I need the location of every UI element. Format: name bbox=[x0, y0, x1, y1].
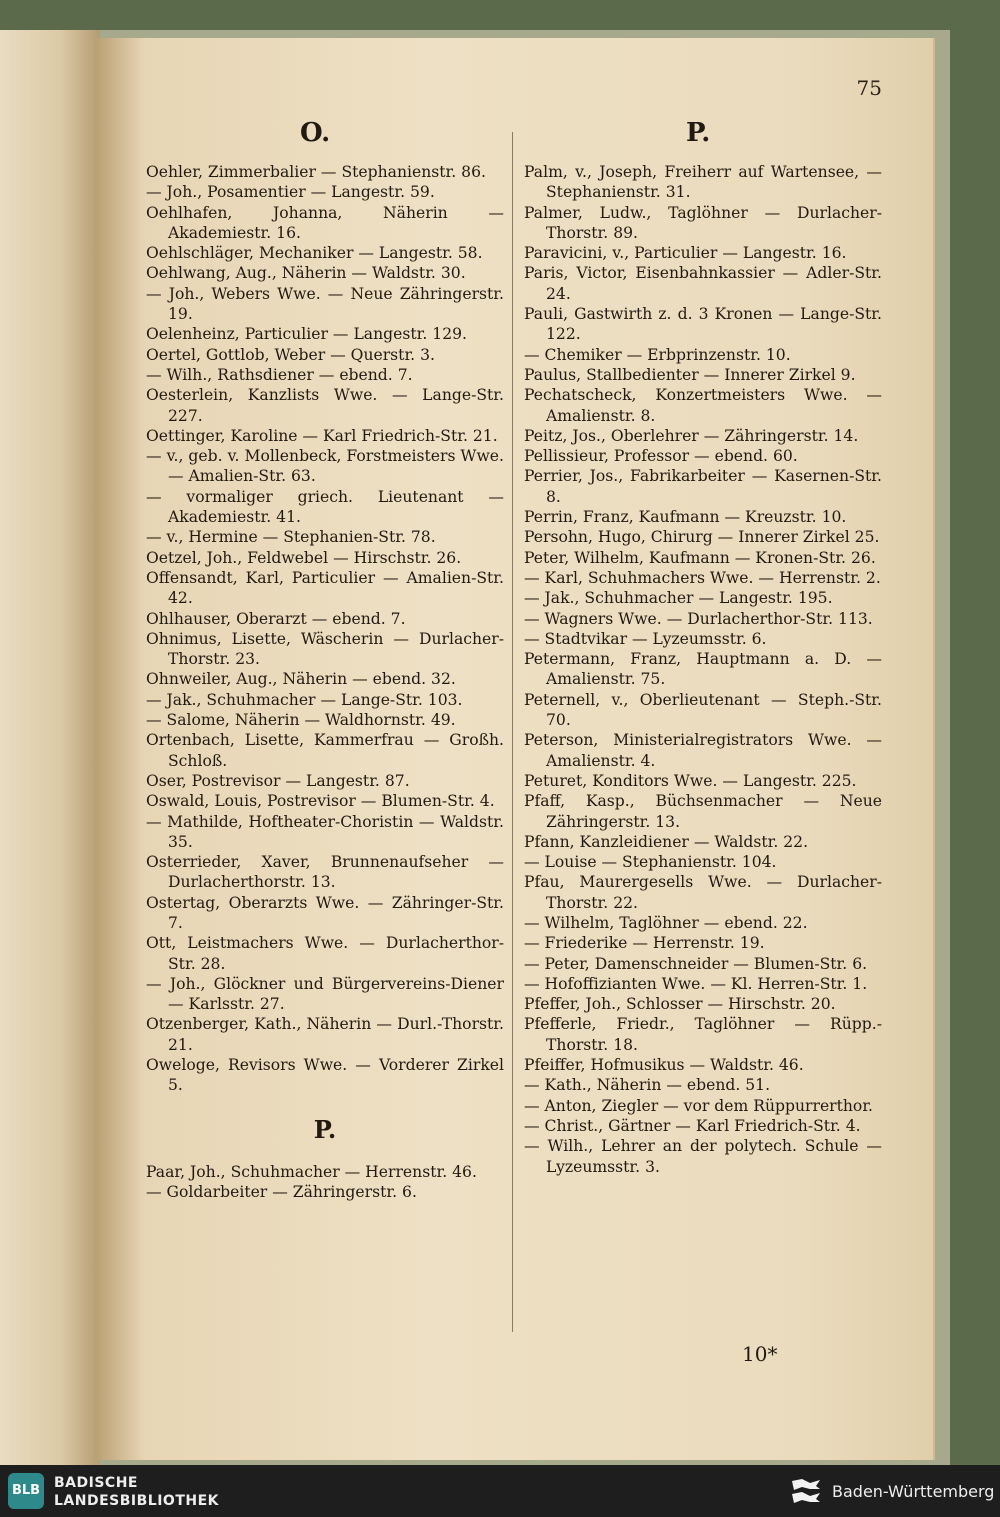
directory-entry: Pellissieur, Professor — ebend. 60. bbox=[524, 447, 798, 466]
directory-entry: Offensandt, Karl, Particulier — Amalien-Str. 42. bbox=[146, 568, 504, 608]
directory-entry: Oetzel, Joh., Feldwebel — Hirschstr. 26. bbox=[146, 548, 462, 567]
baden-wuerttemberg-lions-icon bbox=[790, 1477, 822, 1507]
viewer-footer bbox=[0, 1465, 1000, 1517]
directory-entry: — Jak., Schuhmacher — Lange-Str. 103. bbox=[146, 690, 463, 709]
signature-mark: 10* bbox=[742, 1342, 778, 1366]
directory-entry: Oelenheinz, Particulier — Langestr. 129. bbox=[146, 325, 467, 344]
directory-entry: Pfau, Maurergesells Wwe. — Durlacher-Thorstr. 22. bbox=[524, 873, 882, 912]
directory-entry: Peternell, v., Oberlieutenant — Steph.-Str. 70. bbox=[524, 690, 882, 730]
directory-entry: Pechatscheck, Konzertmeisters Wwe. — Amalienstr. 8. bbox=[524, 386, 882, 425]
directory-entry: — Wilh., Rathsdiener — ebend. 7. bbox=[146, 365, 413, 384]
directory-entry: — Christ., Gärtner — Karl Friedrich-Str. 4. bbox=[524, 1116, 861, 1135]
directory-entry: — Hofoffizianten Wwe. — Kl. Herren-Str. 1. bbox=[524, 974, 868, 993]
directory-entry: — Chemiker — Erbprinzenstr. 10. bbox=[524, 345, 791, 364]
directory-entry: Paravicini, v., Particulier — Langestr. 16. bbox=[524, 244, 847, 263]
directory-entry: Otzenberger, Kath., Näherin — Durl.-Thorstr. 21. bbox=[146, 1015, 504, 1054]
section-heading-p-left: P. bbox=[313, 1114, 337, 1144]
directory-entry: Ott, Leistmachers Wwe. — Durlacherthor-Str. 28. bbox=[146, 934, 504, 973]
directory-entry: Oertel, Gottlob, Weber — Querstr. 3. bbox=[146, 345, 435, 364]
directory-entry: Oehler, Zimmerbalier — Stephanienstr. 86. bbox=[146, 163, 486, 181]
library-name-line2: LANDESBIBLIOTHEK bbox=[54, 1493, 220, 1509]
page-number: 75 bbox=[856, 76, 882, 100]
directory-entry: Petermann, Franz, Hauptmann a. D. — Amalienstr. 75. bbox=[524, 650, 882, 689]
directory-entry: Ohnweiler, Aug., Näherin — ebend. 32. bbox=[146, 670, 456, 689]
directory-entry: Palmer, Ludw., Taglöhner — Durlacher-Thorstr. 89. bbox=[524, 203, 882, 242]
directory-entry: Pfaff, Kasp., Büchsenmacher — Neue Zähringerstr. 13. bbox=[524, 792, 882, 831]
directory-entry: Palm, v., Joseph, Freiherr auf Wartensee, — Stephanienstr. 31. bbox=[524, 163, 882, 202]
directory-entry: — Jak., Schuhmacher — Langestr. 195. bbox=[524, 589, 833, 608]
directory-entry: — Goldarbeiter — Zähringerstr. 6. bbox=[146, 1183, 417, 1202]
directory-entry: Oesterlein, Kanzlists Wwe. — Lange-Str. 227. bbox=[146, 386, 504, 425]
directory-entry: Oehlschläger, Mechaniker — Langestr. 58. bbox=[146, 244, 483, 263]
directory-entry: Oehlhafen, Johanna, Näherin — Akademiestr. 16. bbox=[146, 203, 504, 242]
directory-entry: Perrier, Jos., Fabrikarbeiter — Kasernen-Str. 8. bbox=[524, 467, 882, 506]
directory-entry: Ohnimus, Lisette, Wäscherin — Durlacher-Thorstr. 23. bbox=[146, 629, 504, 669]
directory-entry: Pfeffer, Joh., Schlosser — Hirschstr. 20. bbox=[524, 995, 836, 1014]
directory-entry: Paris, Victor, Eisenbahnkassier — Adler-Str. 24. bbox=[524, 264, 882, 303]
directory-entry: — Salome, Näherin — Waldhornstr. 49. bbox=[146, 711, 456, 730]
directory-entry: Oettinger, Karoline — Karl Friedrich-Str. 21. bbox=[146, 426, 498, 445]
directory-entry: Pfann, Kanzleidiener — Waldstr. 22. bbox=[524, 832, 809, 851]
right-column bbox=[524, 162, 882, 1177]
left-page-edge bbox=[0, 30, 100, 1465]
directory-entry: Pauli, Gastwirth z. d. 3 Kronen — Lange-Str. 122. bbox=[524, 305, 882, 344]
directory-entry: — Joh., Webers Wwe. — Neue Zähringerstr. 19. bbox=[146, 284, 504, 324]
directory-entry: — vormaliger griech. Lieutenant — Akademiestr. 41. bbox=[146, 487, 504, 527]
directory-entry: — Peter, Damenschneider — Blumen-Str. 6. bbox=[524, 954, 868, 973]
directory-entry: — Anton, Ziegler — vor dem Rüppurrerthor. bbox=[524, 1096, 874, 1115]
directory-entry: Ortenbach, Lisette, Kammerfrau — Großh. Schloß. bbox=[146, 731, 504, 770]
directory-entry: Peturet, Konditors Wwe. — Langestr. 225. bbox=[524, 771, 857, 790]
directory-entry: — Joh., Posamentier — Langestr. 59. bbox=[146, 183, 435, 202]
directory-entry: — Karl, Schuhmachers Wwe. — Herrenstr. 2. bbox=[524, 568, 881, 587]
directory-entry: — Wilhelm, Taglöhner — ebend. 22. bbox=[524, 913, 808, 932]
directory-entry: — Friederike — Herrenstr. 19. bbox=[524, 934, 765, 953]
directory-entry: Peterson, Ministerialregistrators Wwe. — Amalienstr. 4. bbox=[524, 731, 882, 770]
directory-entry: — v., geb. v. Mollenbeck, Forstmeisters Wwe. — Amalien-Str. 63. bbox=[146, 447, 504, 486]
directory-entry: Ohlhauser, Oberarzt — ebend. 7. bbox=[146, 609, 406, 628]
directory-entry: — Louise — Stephanienstr. 104. bbox=[524, 853, 777, 872]
directory-entry: — v., Hermine — Stephanien-Str. 78. bbox=[146, 528, 436, 547]
directory-entry: Ostertag, Oberarzts Wwe. — Zähringer-Str. 7. bbox=[146, 893, 504, 932]
directory-entry: Pfefferle, Friedr., Taglöhner — Rüpp.-Thorstr. 18. bbox=[524, 1015, 882, 1054]
section-heading-o: O. bbox=[300, 118, 331, 148]
directory-entry: Paar, Joh., Schuhmacher — Herrenstr. 46. bbox=[146, 1162, 477, 1181]
library-name-line1: BADISCHE bbox=[54, 1475, 138, 1491]
directory-entry: — Wilh., Lehrer an der polytech. Schule — Lyzeumsstr. 3. bbox=[524, 1137, 882, 1176]
directory-entry: — Mathilde, Hoftheater-Choristin — Waldstr. 35. bbox=[146, 812, 504, 851]
directory-entry: Osterrieder, Xaver, Brunnenaufseher — Durlacherthorstr. 13. bbox=[146, 853, 504, 892]
directory-entry: Pfeiffer, Hofmusikus — Waldstr. 46. bbox=[524, 1056, 804, 1075]
directory-entry: Perrin, Franz, Kaufmann — Kreuzstr. 10. bbox=[524, 508, 847, 527]
directory-entry: — Stadtvikar — Lyzeumsstr. 6. bbox=[524, 629, 767, 648]
directory-entry: — Wagners Wwe. — Durlacherthor-Str. 113. bbox=[524, 609, 873, 628]
directory-entry: Persohn, Hugo, Chirurg — Innerer Zirkel 25. bbox=[524, 528, 880, 547]
left-column bbox=[146, 162, 504, 1203]
state-name[interactable]: Baden-Württemberg bbox=[832, 1482, 995, 1501]
directory-entry: — Kath., Näherin — ebend. 51. bbox=[524, 1076, 771, 1095]
directory-entry: Oehlwang, Aug., Näherin — Waldstr. 30. bbox=[146, 264, 466, 283]
directory-entry: Peitz, Jos., Oberlehrer — Zähringerstr. 14. bbox=[524, 426, 859, 445]
column-divider bbox=[512, 132, 513, 1332]
directory-entry: Oswald, Louis, Postrevisor — Blumen-Str. 4. bbox=[146, 792, 495, 811]
directory-entry: Paulus, Stallbedienter — Innerer Zirkel 9. bbox=[524, 365, 856, 384]
blb-logo[interactable]: BLB bbox=[8, 1473, 44, 1509]
directory-entry: Peter, Wilhelm, Kaufmann — Kronen-Str. 26. bbox=[524, 548, 876, 567]
directory-entry: — Joh., Glöckner und Bürgervereins-Diener — Karlsstr. 27. bbox=[146, 974, 504, 1014]
directory-entry: Oweloge, Revisors Wwe. — Vorderer Zirkel 5. bbox=[146, 1056, 504, 1095]
directory-entry: Oser, Postrevisor — Langestr. 87. bbox=[146, 771, 410, 790]
section-heading-p: P. bbox=[686, 118, 711, 148]
